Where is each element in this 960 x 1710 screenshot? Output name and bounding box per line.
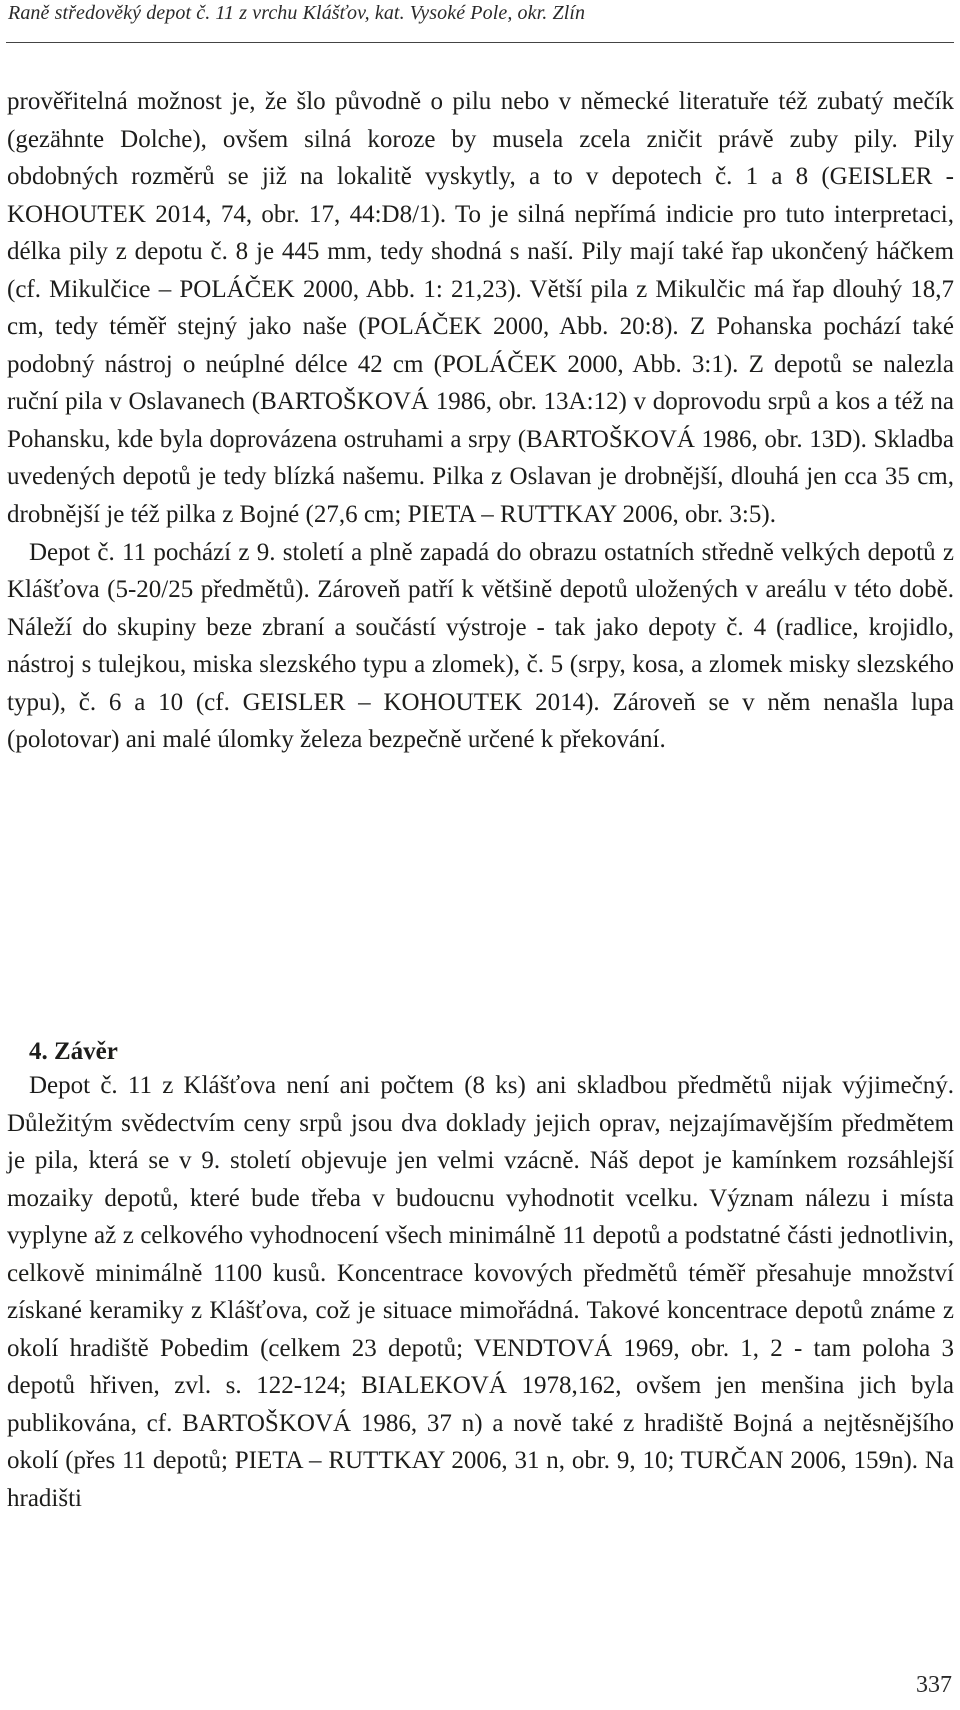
running-header: Raně středověký depot č. 11 z vrchu Klášťov, kat. Vysoké Pole, okr. Zlín: [8, 2, 586, 24]
page-number: 337: [916, 1672, 952, 1698]
paragraph-continued: prověřitelná možnost je, že šlo původně o pilu nebo v německé literatuře též zubatý mečík (gezähnte Dolche), ovšem silná koroze by musela zcela zničit právě zuby pily. Pily obdobných rozměrů se již na lokalitě vyskytly, a to v depotech č. 1 a 8 (GEISLER - KOHOUTEK 2014, 74, obr. 17, 44:D8/1). To je silná nepřímá indicie pro tuto interpretaci, délka pily z depotu č. 8 je 445 mm, tedy shodná s naší. Pily mají také řap ukončený háčkem (cf. Mikulčice – POLÁČEK 2000, Abb. 1: 21,23). Větší pila z Mikulčic má řap dlouhý 18,7 cm, tedy téměř stejný jako naše (POLÁČEK 2000, Abb. 20:8). Z Pohanska pochází také podobný nástroj o neúplné délce 42 cm (POLÁČEK 2000, Abb. 3:1). Z depotů se nalezla ruční pila v Oslavanech (BARTOŠKOVÁ 1986, obr. 13A:12) v doprovodu srpů a kos a též na Pohansku, kde byla doprovázena ostruhami a srpy (BARTOŠKOVÁ 1986, obr. 13D). Skladba uvedených depotů je tedy blízká našemu. Pilka z Oslavan je drobnější, dlouhá jen cca 35 cm, drobnější je též pilka z Bojné (27,6 cm; PIETA – RUTTKAY 2006, obr. 3:5).: [7, 88, 954, 529]
paragraph-depot-dating: Depot č. 11 pochází z 9. století a plně zapadá do obrazu ostatních středně velkých depotů z Klášťova (5-20/25 předmětů). Zároveň patří k většině depotů uložených v areálu v této době. Náleží do skupiny beze zbraní a součástí výstroje - tak jako depoty č. 4 (radlice, krojidlo, nástroj s tulejkou, miska slezského typu a zlomek), č. 5 (srpy, kosa, a zlomek misky slezského typu), č. 6 a 10 (cf. GEISLER – KOHOUTEK 2014). Zároveň se v něm nenašla lupa (polotovar) ani malé úlomky železa bezpečně určené k překování.: [7, 538, 954, 754]
header-rule: [6, 42, 954, 43]
body-text-block: [7, 83, 954, 759]
section-body: [7, 1067, 954, 1518]
paragraph-conclusion: Depot č. 11 z Klášťova není ani počtem (8 ks) ani skladbou předmětů nijak výjimečný. Důležitým svědectvím ceny srpů jsou dva doklady jejich oprav, nejzajímavějším předmětem je pila, která se v 9. století objevuje jen velmi vzácně. Náš depot je kamínkem rozsáhlejší mozaiky depotů, které bude třeba v budoucnu vyhodnotit vcelku. Význam nálezu i místa vyplyne až z celkového vyhodnocení všech minimálně 11 depotů a podstatné části jednotlivin, celkově minimálně 1100 kusů. Koncentrace kovových předmětů téměř přesahuje množství získané keramiky z Klášťova, což je situace mimořádná. Takové koncentrace depotů známe z okolí hradiště Pobedim (celkem 23 depotů; VENDTOVÁ 1969, obr. 1, 2 - tam poloha 3 depotů hřiven, zvl. s. 122-124; BIALEKOVÁ 1978,162, ovšem jen menšina jich byla publikována, cf. BARTOŠKOVÁ 1986, 37 n) a nově také z hradiště Bojná a nejtěsnějšího okolí (přes 11 depotů; PIETA – RUTTKAY 2006, 31 n, obr. 9, 10; TURČAN 2006, 159n). Na hradišti: [7, 1072, 954, 1513]
section-heading: 4. Závěr: [29, 1038, 118, 1065]
